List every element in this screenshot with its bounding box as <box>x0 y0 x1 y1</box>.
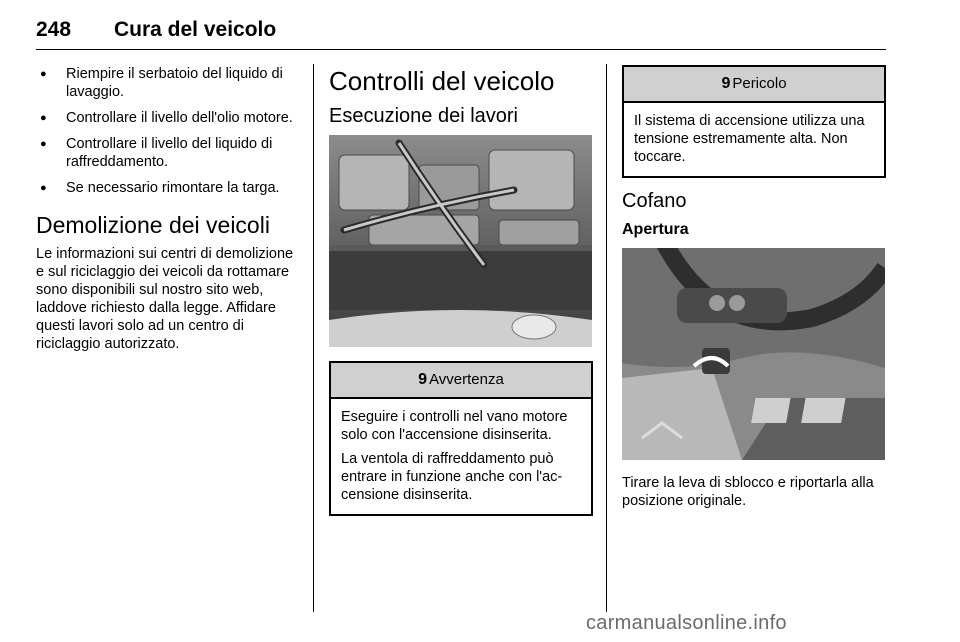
warning-paragraph: La ventola di raffreddamento può entrare in funzione anche con l'accensione disinserita. <box>341 451 563 503</box>
demolition-heading: Demolizione dei veicoli <box>36 212 270 238</box>
danger-icon: 9 <box>721 75 731 92</box>
opening-heading: Apertura <box>622 221 689 238</box>
watermark: carmanualsonline.info <box>586 612 787 634</box>
danger-text: Il sistema di accensione utilizza una tensione estremamente alta. Non toccare. <box>634 113 865 165</box>
warning-header <box>331 363 591 399</box>
warning-title: Avvertenza <box>429 371 504 388</box>
section-title: Cura del veicolo <box>114 18 277 41</box>
danger-title: Pericolo <box>732 75 787 92</box>
list-item: ● Controllare il livello dell'olio motore. <box>36 109 300 127</box>
danger-box <box>622 65 886 178</box>
column-right <box>622 65 886 510</box>
work-execution-heading: Esecuzione dei lavori <box>329 105 518 127</box>
hood-heading: Cofano <box>622 190 687 212</box>
vehicle-checks-heading: Controlli del veicolo <box>329 66 555 96</box>
checklist <box>36 65 300 197</box>
instruction-text: Tirare la leva di sblocco e riportarla alla posizione originale. <box>622 475 874 509</box>
danger-header <box>624 67 884 103</box>
header-rule <box>36 49 886 50</box>
column-divider <box>606 64 607 612</box>
list-item: ● Se necessario rimontare la targa. <box>36 179 300 197</box>
warning-icon: 9 <box>418 371 428 388</box>
hood-release-photo <box>622 248 885 460</box>
demolition-text: Le informazioni sui centri di demolizione e sul riciclaggio dei veicoli da rottamare sono disponibili sul nostro sito web, laddove richiesto dalla legge. Affidare questi lavori solo ad un centro di riciclaggio autorizzato. <box>36 246 294 352</box>
page-number: 248 <box>36 18 72 41</box>
list-item: ● Riempire il serbatoio del liquido di lavaggio. <box>36 65 300 101</box>
danger-body <box>624 103 884 176</box>
engine-bay-photo <box>329 135 592 347</box>
warning-body <box>331 399 591 514</box>
warning-paragraph: Eseguire i controlli nel vano motore solo con l'accensione disinserita. <box>341 409 568 443</box>
column-divider <box>313 64 314 612</box>
column-middle <box>329 65 593 516</box>
warning-box <box>329 361 593 516</box>
column-left <box>36 65 300 353</box>
list-item: ● Controllare il livello del liquido di raffreddamento. <box>36 135 300 171</box>
